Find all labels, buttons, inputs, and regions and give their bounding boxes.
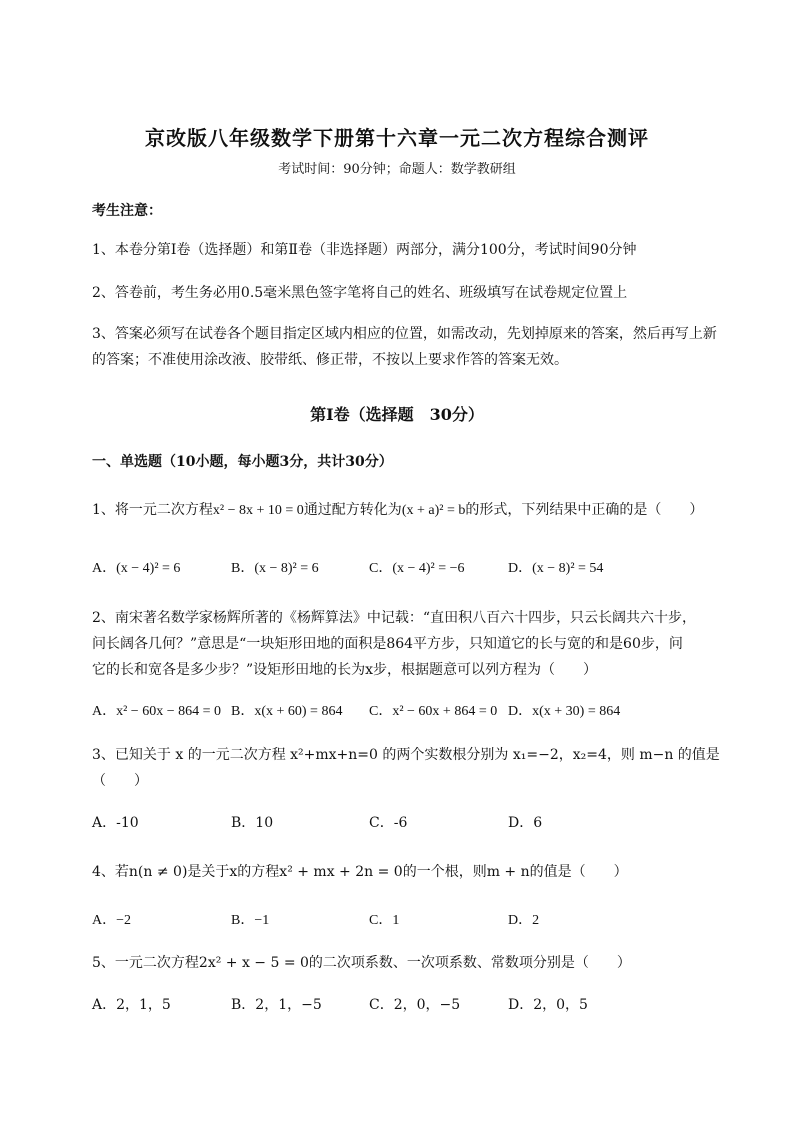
notice-item: 2、答卷前，考生务必用0.5毫米黑色签字笔将自己的姓名、班级填写在试卷规定位置上 [92,285,628,301]
notice-heading: 考生注意： [92,203,162,219]
option-c[interactable]: C．x² − 60x + 864 = 0 [369,704,498,719]
question-3-line: （ ） [92,773,148,789]
option-b[interactable]: B．x(x + 60) = 864 [231,704,343,719]
question-5-stem: 5、一元二次方程2x² + x − 5 = 0的二次项系数、一次项系数、常数项分别是（ ） [92,955,631,971]
option-b[interactable]: B．(x − 8)² = 6 [231,561,319,576]
page-subtitle: 考试时间：90分钟；命题人：数学教研组 [278,162,516,177]
option-c[interactable]: C．1 [369,913,400,928]
equation: x² − 8x + 10 = 0 [212,503,304,518]
question-3-line: 3、已知关于 x 的一元二次方程 x²+mx+n=0 的两个实数根分别为 x₁=−2，x₂=4，则 m−n 的值是 [92,747,720,763]
option-b[interactable]: B．2，1，−5 [231,997,322,1013]
option-d[interactable]: D．2，0，5 [508,997,588,1013]
option-d[interactable]: D．6 [508,815,543,831]
section-title: 第I卷（选择题 30分） [310,405,484,424]
question-2-line: 它的长和宽各是多少步？”设矩形田地的长为x步，根据题意可以列方程为（ ） [92,662,598,678]
option-a[interactable]: A．x² − 60x − 864 = 0 [92,704,221,719]
part-heading: 一、单选题（10小题，每小题3分，共计30分） [92,454,393,470]
option-c[interactable]: C．2，0，−5 [369,997,461,1013]
equation: (x + a)² = b [401,503,466,518]
option-d[interactable]: D．x(x + 30) = 864 [508,704,621,719]
notice-item: 1、本卷分第I卷（选择题）和第Ⅱ卷（非选择题）两部分，满分100分，考试时间90分钟 [92,242,637,258]
option-a[interactable]: A．(x − 4)² = 6 [92,561,181,576]
option-c[interactable]: C．-6 [369,815,408,831]
option-c[interactable]: C．(x − 4)² = −6 [369,561,465,576]
question-4-stem: 4、若n(n ≠ 0)是关于x的方程x² + mx + 2n = 0的一个根，则m + n的值是（ ） [92,864,628,880]
question-2-line: 问长阔各几何？”意思是“一块矩形田地的面积是864平方步，只知道它的长与宽的和是60步，问 [92,636,683,652]
option-a[interactable]: A．2，1，5 [92,997,171,1013]
option-b[interactable]: B．10 [231,815,274,831]
question-2-line: 2、南宋著名数学家杨辉所著的《杨辉算法》中记载：“直田积八百六十四步，只云长阔共六十步， [92,610,697,626]
notice-item: 3、答案必须写在试卷各个题目指定区域内相应的位置，如需改动，先划掉原来的答案，然后再写上新 [92,326,717,342]
option-a[interactable]: A．−2 [92,913,132,928]
notice-item: 的答案；不准使用涂改液、胶带纸、修正带，不按以上要求作答的答案无效。 [92,352,568,368]
option-d[interactable]: D．2 [508,913,540,928]
option-a[interactable]: A．-10 [92,815,139,831]
page-title: 京改版八年级数学下册第十六章一元二次方程综合测评 [145,126,649,150]
option-d[interactable]: D．(x − 8)² = 54 [508,561,604,576]
question-1-stem: 1、将一元二次方程x² − 8x + 10 = 0通过配方转化为(x + a)² = b的形式，下列结果中正确的是（ ） [92,502,704,518]
option-b[interactable]: B．−1 [231,913,270,928]
